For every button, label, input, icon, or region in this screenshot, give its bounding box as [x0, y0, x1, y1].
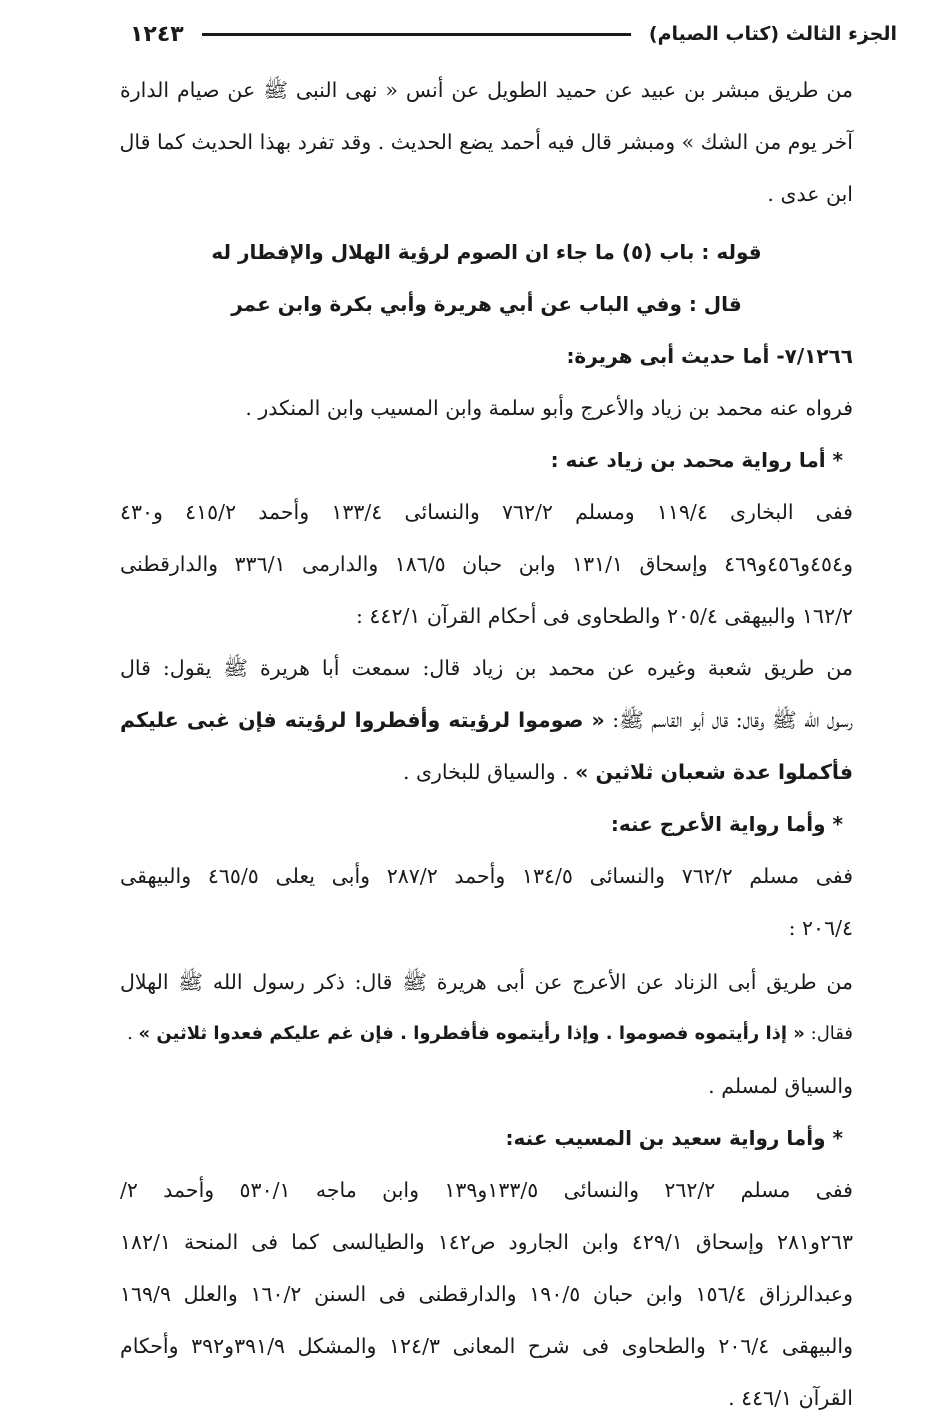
section-heading: * أما رواية محمد بن زياد عنه :	[550, 448, 843, 472]
running-title: الجزء الثالث (كتاب الصيام)	[648, 23, 897, 45]
text-run: رسول الله ﷺ وقال: قال أبو القاسم ﷺ:	[604, 708, 853, 732]
text-line: من طريق شعبة وغيره عن محمد بن زياد قال: سمعت أبا هريرة ﷺ يقول: قال	[120, 656, 853, 680]
text-line: فرواه عنه محمد بن زياد والأعرج وأبو سلمة وابن المسيب وابن المنكدر .	[245, 396, 853, 420]
text-line: من طريق مبشر بن عبيد عن حميد الطويل عن أنس « نهى النبى ﷺ عن صيام الدارة	[120, 78, 853, 102]
text-run: .	[127, 1023, 139, 1044]
text-line: والسياق لمسلم .	[708, 1074, 853, 1098]
text-line: و٤٥٤و٤٥٦و٤٦٩ وإسحاق ١٣١/١ وابن حبان ١٨٦/٥ والدارمى ٣٣٦/١ والدارقطنى	[120, 552, 853, 576]
hadith-quote: فأكملوا عدة شعبان ثلاثين »	[575, 760, 853, 784]
text-line	[120, 1008, 853, 1060]
page-number: ١٢٤٣	[130, 21, 184, 47]
text-line: ففى مسلم ٧٦٢/٢ والنسائى ١٣٤/٥ وأحمد ٢٨٧/٢ وأبى يعلى ٤٦٥/٥ والبيهقى	[120, 864, 854, 888]
text-run: . والسياق للبخارى .	[402, 760, 576, 784]
hadith-quote: « صوموا لرؤيته وأفطروا لرؤيته فإن غبى عليكم	[120, 708, 605, 732]
text-line: ٢٦٣و٢٨١ وإسحاق ٤٢٩/١ وابن الجارود ص١٤٢ والطيالسى كما فى المنحة ١٨٢/١	[120, 1230, 853, 1254]
text-line: القرآن ٤٤٦/١ .	[728, 1386, 853, 1410]
text-line: من طريق أبى الزناد عن الأعرج عن أبى هريرة ﷺ قال: ذكر رسول الله ﷺ الهلال	[120, 970, 853, 994]
text-line: ففى البخارى ١١٩/٤ ومسلم ٧٦٢/٢ والنسائى ١٣٣/٤ وأحمد ٤١٥/٢ و٤٣٠	[120, 500, 853, 524]
section-heading: * وأما رواية سعيد بن المسيب عنه:	[505, 1126, 843, 1150]
text-line: ابن عدى .	[767, 182, 853, 206]
section-heading: * وأما رواية الأعرج عنه:	[610, 812, 843, 836]
text-line: وعبدالرزاق ١٥٦/٤ وابن حبان ١٩٠/٥ والدارقطنى فى السنن ١٦٠/٢ والعلل ١٦٩/٩	[120, 1282, 853, 1306]
header-rule	[202, 33, 631, 36]
hadith-number-heading: ٧/١٢٦٦- أما حديث أبى هريرة:	[566, 344, 853, 368]
text-line: ففى مسلم ٢٦٢/٢ والنسائى ١٣٣/٥و١٣٩ وابن ماجه ٥٣٠/١ وأحمد ٢/	[120, 1178, 853, 1202]
hadith-quote: « إذا رأيتموه فصوموا . وإذا رأيتموه فأفطروا . فإن غم عليكم فعدوا ثلاثين »	[138, 1023, 805, 1044]
text-run: فقال:	[804, 1023, 853, 1044]
text-line: والبيهقى ٢٠٦/٤ والطحاوى فى شرح المعانى ١٢٤/٣ والمشكل ٣٩١/٩و٣٩٢ وأحكام	[120, 1334, 853, 1358]
text-line: ١٦٢/٢ والبيهقى ٢٠٥/٤ والطحاوى فى أحكام القرآن ٤٤٢/١ :	[355, 604, 853, 628]
chapter-subheading: قال : وفي الباب عن أبي هريرة وأبي بكرة وابن عمر	[231, 292, 742, 316]
text-line: ٢٠٦/٤ :	[788, 916, 853, 940]
text-line	[120, 746, 853, 798]
page-body	[120, 64, 853, 1424]
chapter-heading: قوله : باب (٥) ما جاء ان الصوم لرؤية الهلال والإفطار له	[211, 240, 762, 264]
text-line: آخر يوم من الشك » ومبشر قال فيه أحمد يضع الحديث . وقد تفرد بهذا الحديث كما قال	[119, 130, 853, 154]
running-header	[130, 16, 897, 52]
text-line	[120, 694, 853, 746]
